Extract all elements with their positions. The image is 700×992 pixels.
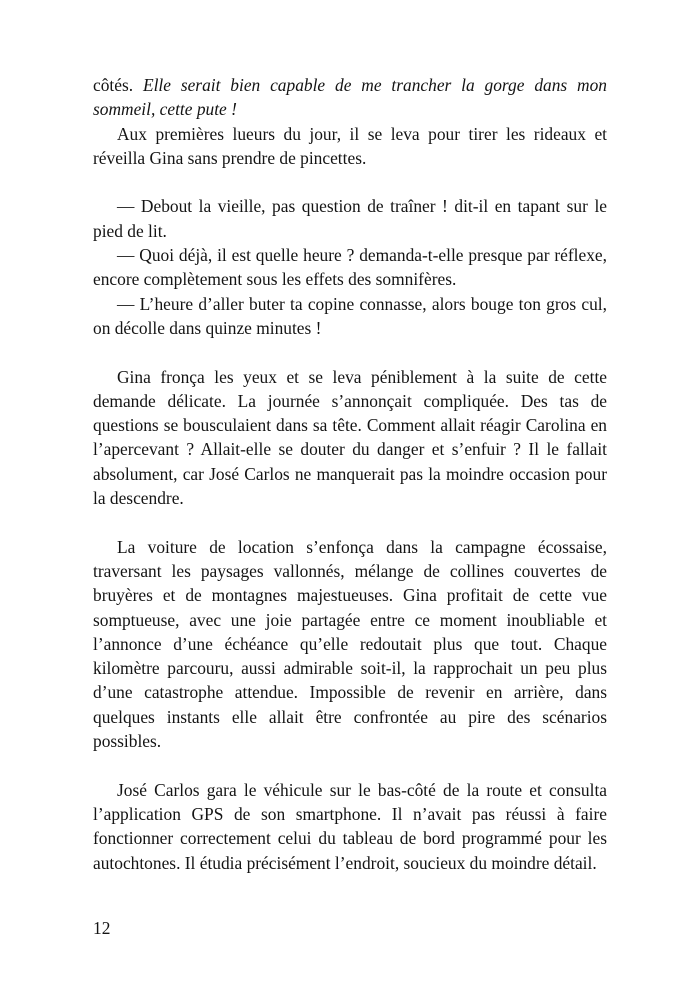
page-number: 12 [93, 918, 111, 938]
section-break [93, 170, 607, 194]
paragraph-continued [93, 73, 607, 122]
section-break [93, 753, 607, 777]
section-break [93, 510, 607, 534]
paragraph-drive: La voiture de location s’enfonça dans la campagne écossaise, traversant les paysages vallonnés, mélange de collines couvertes de bruyères et de montagnes majestueuses. Gina profitait de cette vue somptueuse, avec une joie partagée entre ce moment inoubliable et l’annonce d’une échéance qu’elle redoutait plus que tout. Chaque kilomètre parcouru, aussi admirable soit-il, la rapprochait un peu plus d’une catastrophe attendue. Impossible de revenir en arrière, dans quelques instants elle allait être confrontée au pire des scénarios possibles. [93, 536, 607, 752]
paragraph-dawn: Aux premières lueurs du jour, il se leva pour tirer les rideaux et réveilla Gina sans prendre de pincettes. [93, 123, 607, 168]
inner-thought: Elle serait bien capable de me trancher la gorge dans mon sommeil, cette pute ! [93, 75, 607, 120]
paragraph-gps: José Carlos gara le véhicule sur le bas-côté de la route et consulta l’application GPS de son smartphone. Il n’avait pas réussi à faire fonctionner correctement celui du tableau de bord programmé pour les autochtones. Il étudia précisément l’endroit, soucieux du moindre détail. [93, 779, 607, 873]
body-text [93, 73, 607, 875]
dialogue-line-3: — L’heure d’aller buter ta copine connasse, alors bouge ton gros cul, on décolle dans quinze minutes ! [93, 293, 607, 338]
paragraph-gina: Gina fronça les yeux et se leva péniblement à la suite de cette demande délicate. La journée s’annonçait compliquée. Des tas de questions se bousculaient dans sa tête. Comment allait réagir Carolina en l’apercevant ? Allait-elle se douter du danger et s’enfuir ? Il le fallait absolument, car José Carlos ne manquerait pas la moindre occasion pour la descendre. [93, 366, 607, 509]
dialogue-line-1: — Debout la vieille, pas question de traîner ! dit-il en tapant sur le pied de lit. [93, 196, 607, 241]
paragraph-continued-start: côtés. [93, 75, 143, 95]
dialogue-line-2: — Quoi déjà, il est quelle heure ? demanda-t-elle presque par réflexe, encore complètement sous les effets des somnifères. [93, 245, 607, 290]
section-break [93, 340, 607, 364]
